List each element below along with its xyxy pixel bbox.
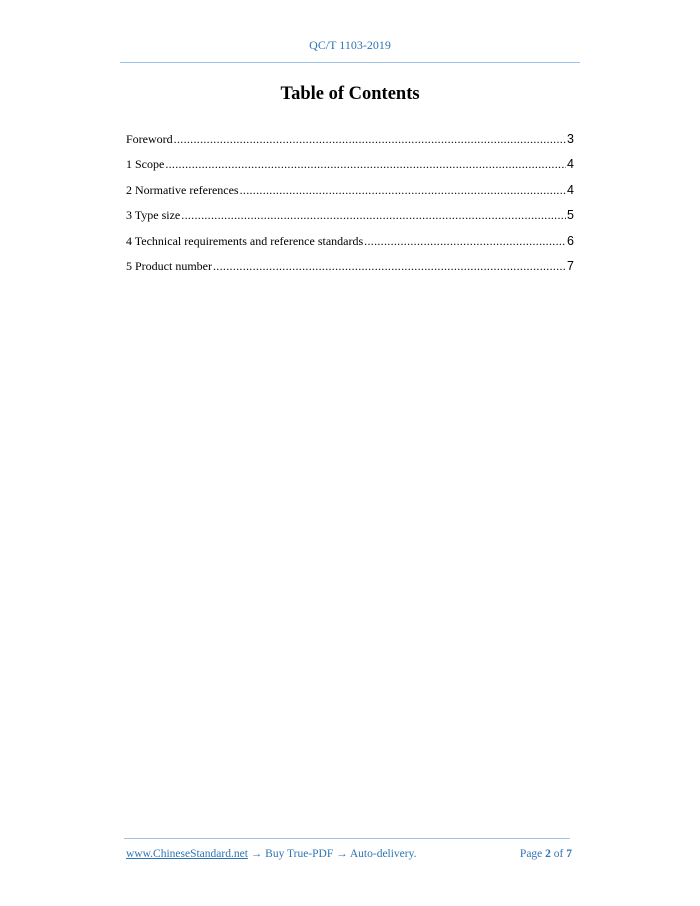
total-pages-number: 7: [566, 848, 572, 860]
toc-entry-type-size[interactable]: [126, 208, 574, 233]
website-link[interactable]: www.ChineseStandard.net: [126, 848, 248, 860]
toc-entry-page: 5: [567, 208, 574, 223]
toc-entry-label: 2 Normative references: [126, 182, 239, 197]
arrow-icon: →: [336, 848, 348, 860]
toc-entry-page: 4: [567, 182, 574, 197]
toc-entry-label: 5 Product number: [126, 258, 212, 273]
toc-entry-normative-references[interactable]: [126, 183, 574, 208]
current-page-number: 2: [545, 848, 551, 860]
toc-entry-technical-requirements[interactable]: [126, 234, 574, 259]
toc-entry-product-number[interactable]: [126, 259, 574, 284]
toc-leader-dots: [240, 183, 566, 198]
toc-title: Table of Contents: [280, 84, 420, 104]
of-word: of: [553, 848, 564, 860]
toc-leader-dots: [213, 259, 566, 274]
toc-entry-label: 3 Type size: [126, 208, 181, 223]
toc-entry-page: 7: [567, 258, 574, 273]
toc-entry-label: Foreword: [126, 132, 173, 146]
toc-entry-page: 3: [567, 132, 574, 146]
toc-entry-label: 1 Scope: [126, 157, 165, 172]
footer-promo: [126, 848, 417, 860]
toc-entry-label: 4 Technical requirements and reference standards: [126, 233, 364, 248]
buy-true-pdf-text: Buy True-PDF: [265, 848, 334, 860]
auto-delivery-text: Auto-delivery.: [349, 848, 417, 860]
toc-leader-dots: [174, 132, 566, 147]
footer-divider: [124, 838, 570, 839]
toc-entry-page: 4: [567, 157, 574, 172]
toc-leader-dots: [364, 234, 566, 249]
toc-entry-page: 6: [567, 233, 574, 248]
page-footer: [126, 848, 574, 860]
page-header: QC/T 1103-2019: [309, 38, 391, 52]
toc-entry-scope[interactable]: [126, 157, 574, 182]
arrow-icon: →: [250, 848, 263, 860]
page-indicator: [520, 848, 574, 860]
toc-list: [126, 132, 574, 284]
header-divider: [120, 62, 580, 63]
page-word: Page: [519, 848, 543, 860]
toc-leader-dots: [165, 157, 566, 172]
toc-entry-foreword[interactable]: [126, 132, 574, 157]
toc-leader-dots: [181, 208, 566, 223]
